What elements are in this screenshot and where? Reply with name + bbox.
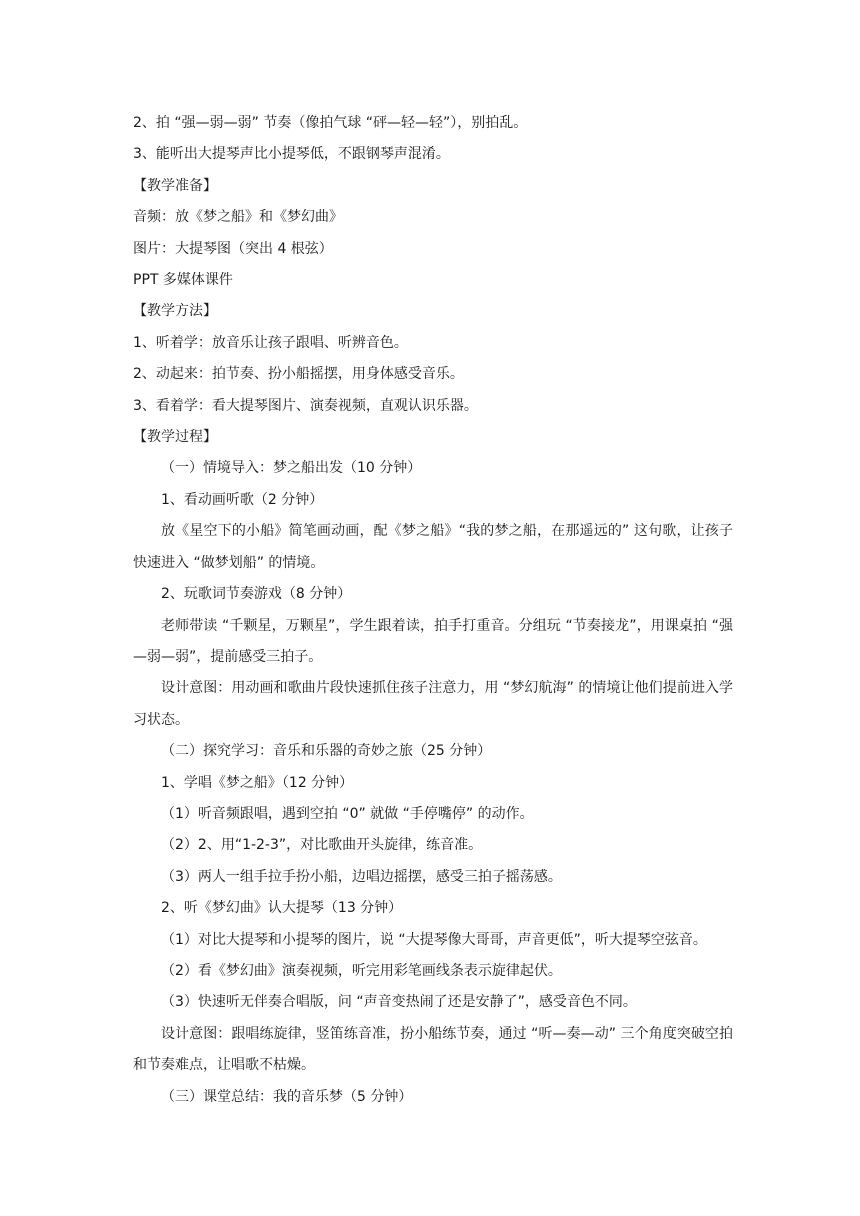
document-body: [133, 108, 733, 1113]
step-2-1: 1、学唱《梦之船》（12 分钟）: [161, 774, 354, 791]
step-2-1-b: （2）2、用“1-2-3”，对比歌曲开头旋律，练音准。: [161, 837, 483, 854]
step-1-1: 1、看动画听歌（2 分钟）: [161, 491, 324, 508]
step-2-2: 2、听《梦幻曲》认大提琴（13 分钟）: [161, 900, 403, 917]
step-2-1-c: （3）两人一组手拉手扮小船，边唱边摇摆，感受三拍子摇荡感。: [161, 868, 562, 885]
method-item-2: 2、动起来：拍节奏、扮小船摇摆，用身体感受音乐。: [133, 366, 464, 383]
section-heading-process: 【教学过程】: [133, 429, 217, 446]
goal-item-2: 2、拍 “强—弱—弱” 节奏（像拍气球 “砰—轻—轻”），别拍乱。: [133, 115, 528, 131]
prep-image: 图片：大提琴图（突出 4 根弦）: [133, 240, 333, 257]
method-item-1: 1、听着学：放音乐让孩子跟唱、听辨音色。: [133, 334, 408, 351]
method-item-3: 3、看着学：看大提琴图片、演奏视频，直观认识乐器。: [133, 397, 478, 414]
subsection-heading-3: （三）课堂总结：我的音乐梦（5 分钟）: [161, 1088, 413, 1105]
subsection-heading-2: （二）探究学习：音乐和乐器的奇妙之旅（25 分钟）: [161, 743, 492, 760]
step-1-2: 2、玩歌词节奏游戏（8 分钟）: [161, 586, 352, 603]
section-heading-preparation: 【教学准备】: [133, 177, 217, 194]
goal-item-3: 3、能听出大提琴声比小提琴低，不跟钢琴声混淆。: [133, 146, 450, 163]
prep-ppt: PPT 多媒体课件: [133, 272, 233, 289]
step-2-1-a: （1）听音频跟唱，遇到空拍 “0” 就做 “手停嘴停” 的动作。: [161, 805, 534, 822]
design-intent-2: 设计意图：跟唱练旋律，竖笛练音准，扮小船练节奏，通过 “听—奏—动” 三个角度突破空拍和节奏难点，让唱歌不枯燥。: [133, 1025, 733, 1074]
step-2-2-b: （2）看《梦幻曲》演奏视频，听完用彩笔画线条表示旋律起伏。: [161, 962, 562, 979]
paragraph-rhythm-game: 老师带读 “千颗星，万颗星”，学生跟着读，拍手打重音。分组玩 “节奏接龙”，用课桌拍 “强—弱—弱”，提前感受三拍子。: [133, 617, 733, 665]
prep-audio: 音频：放《梦之船》和《梦幻曲》: [133, 209, 343, 226]
step-2-2-a: （1）对比大提琴和小提琴的图片，说 “大提琴像大哥哥，声音更低”，听大提琴空弦音。: [161, 931, 707, 948]
section-heading-methods: 【教学方法】: [133, 303, 217, 320]
design-intent-1: 设计意图：用动画和歌曲片段快速抓住孩子注意力，用 “梦幻航海” 的情境让他们提前进入学习状态。: [133, 680, 733, 728]
paragraph-animation: 放《星空下的小船》简笔画动画，配《梦之船》“我的梦之船，在那遥远的” 这句歌，让孩子快速进入 “做梦划船” 的情境。: [133, 523, 733, 571]
subsection-heading-1: （一）情境导入：梦之船出发（10 分钟）: [161, 460, 422, 477]
step-2-2-c: （3）快速听无伴奏合唱版，问 “声音变热闹了还是安静了”，感受音色不同。: [161, 994, 637, 1011]
